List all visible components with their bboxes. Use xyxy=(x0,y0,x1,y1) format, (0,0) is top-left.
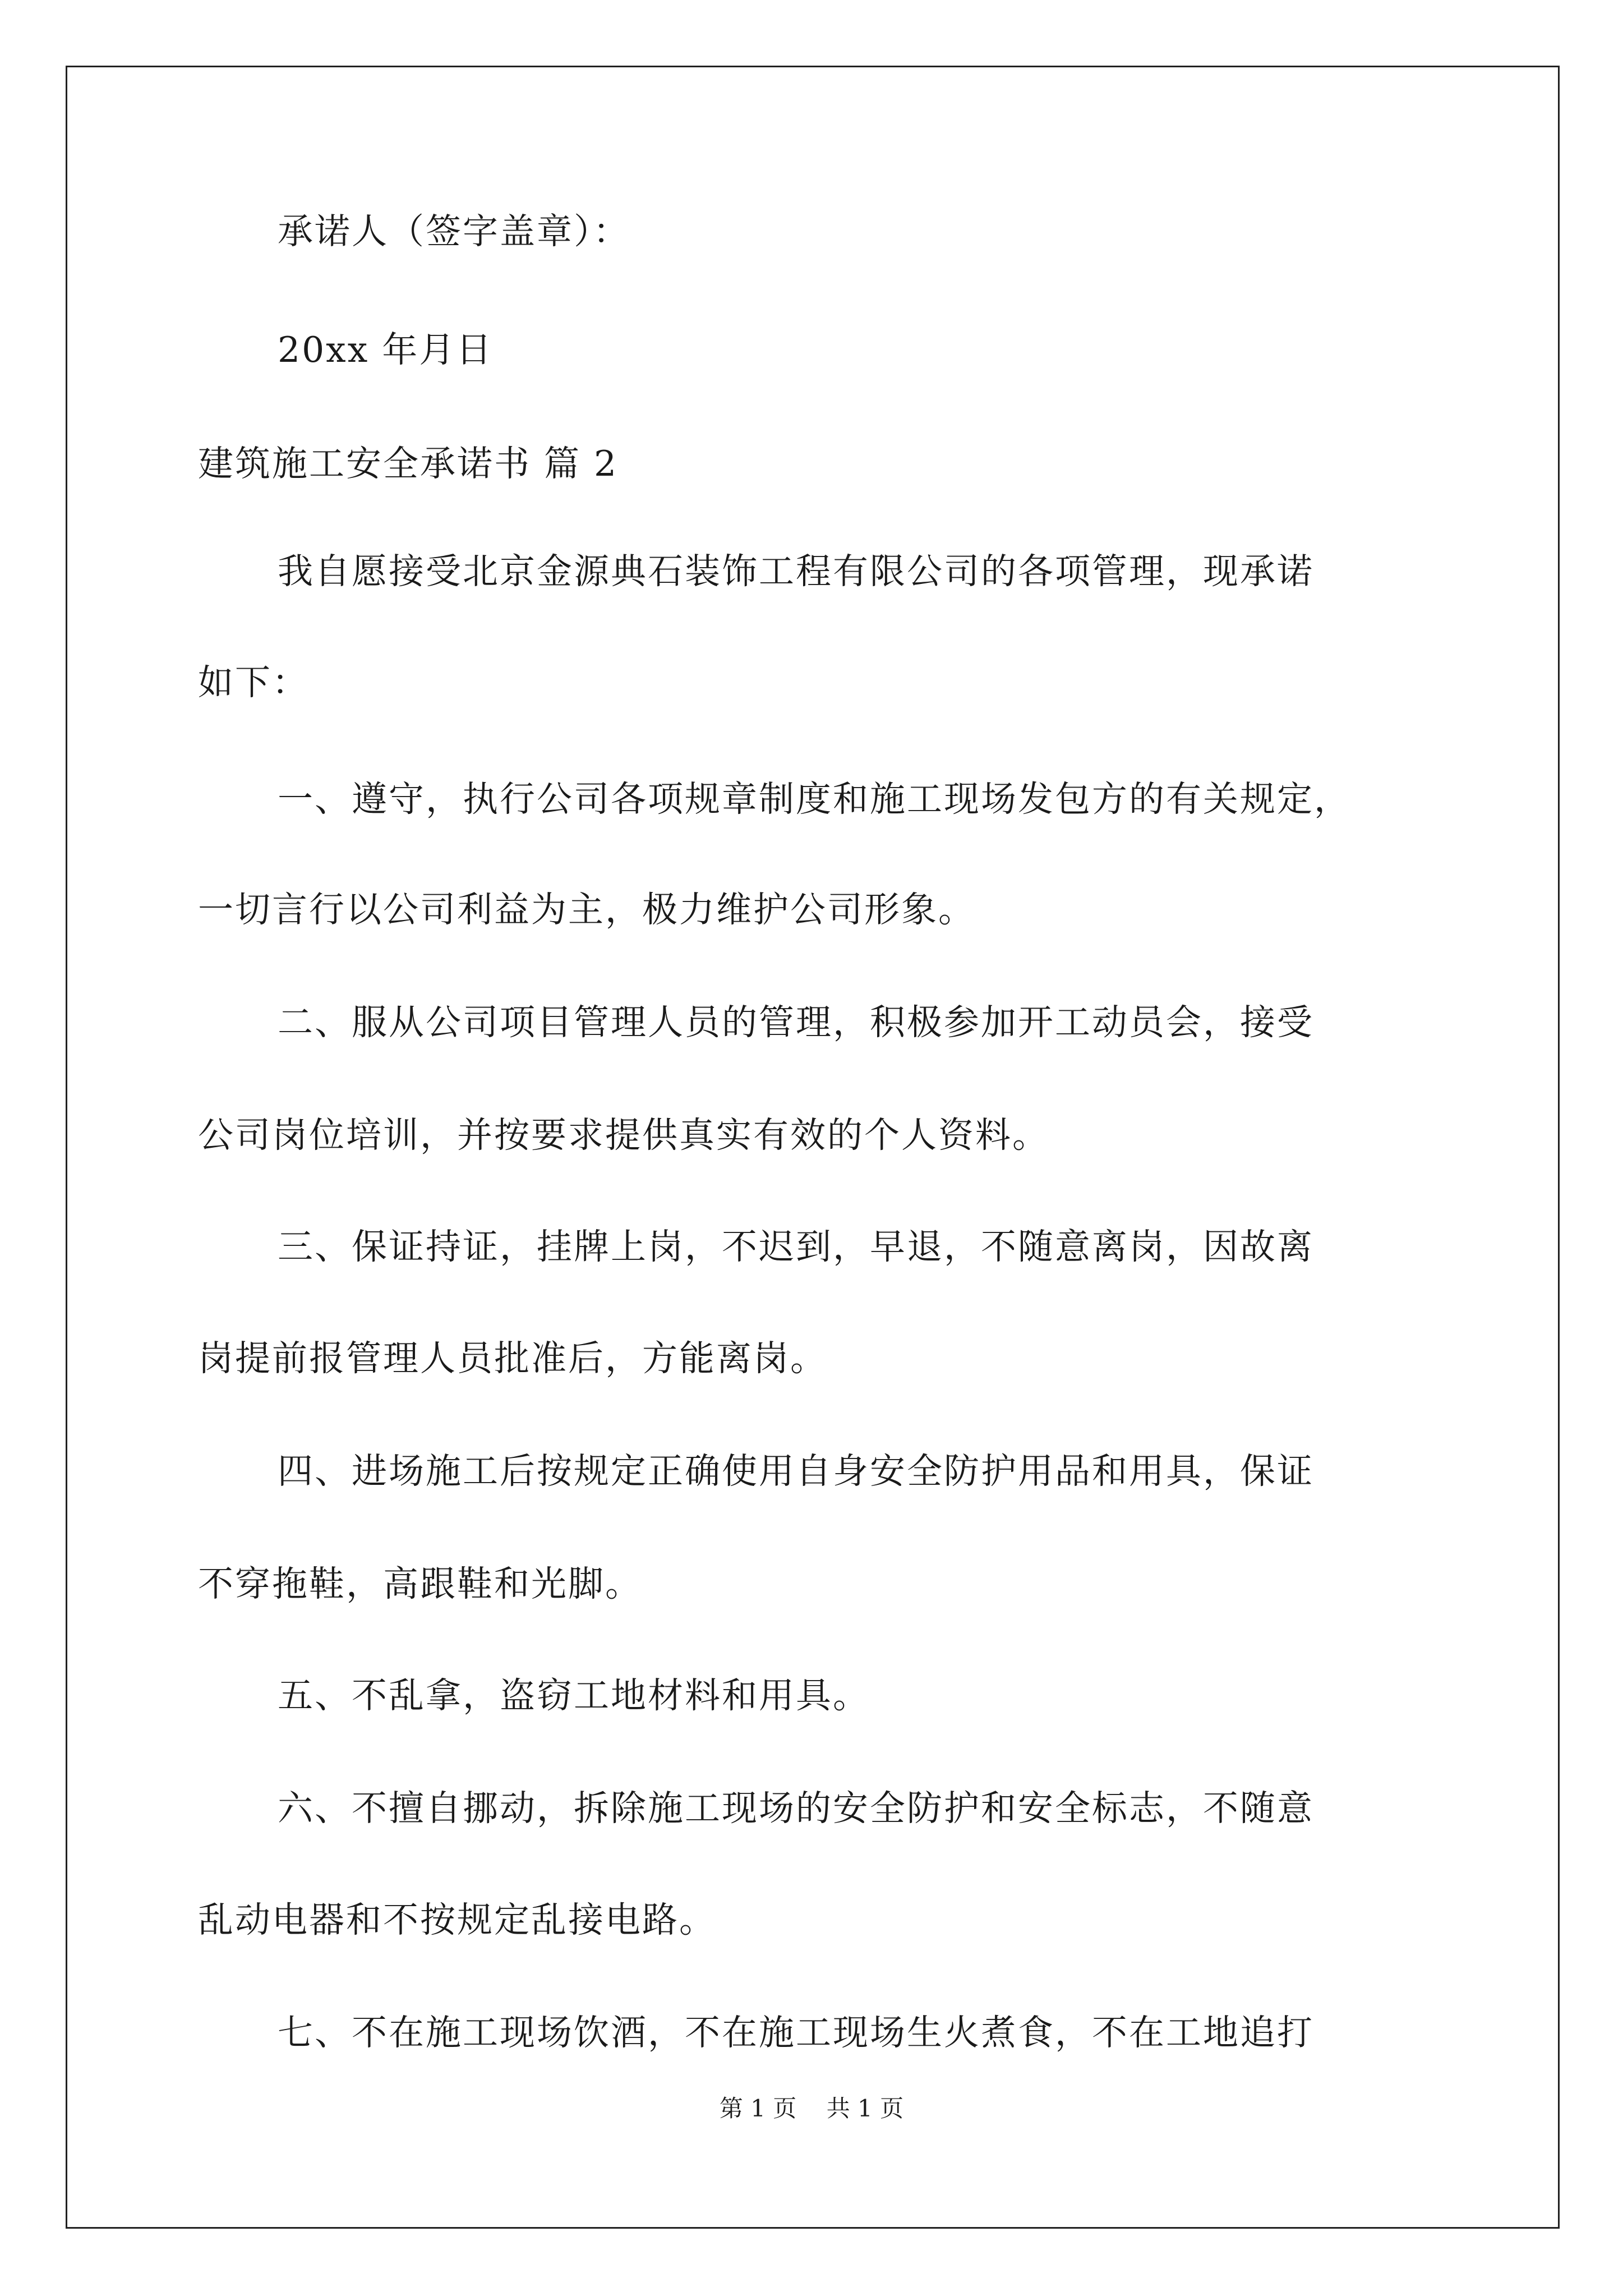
paragraph-line: 一切言行以公司利益为主，极力维护公司形象。 xyxy=(198,889,975,930)
paragraph-line: 一、遵守，执行公司各项规章制度和施工现场发包方的有关规定， xyxy=(278,779,1351,820)
paragraph-line: 二、服从公司项目管理人员的管理，积极参加开工动员会，接受 xyxy=(278,1002,1314,1043)
page-footer: 第 1 页 共 1 页 xyxy=(719,2095,904,2122)
paragraph-line: 七、不在施工现场饮酒，不在施工现场生火煮食，不在工地追打 xyxy=(278,2012,1314,2053)
date-line: 20xx 年月日 xyxy=(278,329,494,370)
paragraph-line: 五、不乱拿，盗窃工地材料和用具。 xyxy=(278,1675,870,1716)
paragraph-line: 三、保证持证，挂牌上岗，不迟到，早退，不随意离岗，因故离 xyxy=(278,1226,1314,1267)
section-heading: 建筑施工安全承诺书 篇 2 xyxy=(198,443,619,484)
paragraph-line: 四、进场施工后按规定正确使用自身安全防护用品和用具，保证 xyxy=(278,1451,1314,1492)
paragraph-line: 不穿拖鞋，高跟鞋和光脚。 xyxy=(198,1563,642,1604)
paragraph-line: 如下： xyxy=(198,662,309,703)
paragraph-line: 岗提前报管理人员批准后，方能离岗。 xyxy=(198,1338,827,1379)
paragraph-line: 乱动电器和不按规定乱接电路。 xyxy=(198,1899,716,1940)
paragraph-line: 我自愿接受北京金源典石装饰工程有限公司的各项管理，现承诺 xyxy=(278,551,1314,592)
signatory-line: 承诺人（签字盖章）： xyxy=(278,211,630,252)
paragraph-line: 六、不擅自挪动，拆除施工现场的安全防护和安全标志，不随意 xyxy=(278,1788,1314,1829)
paragraph-line: 公司岗位培训，并按要求提供真实有效的个人资料。 xyxy=(198,1115,1049,1156)
